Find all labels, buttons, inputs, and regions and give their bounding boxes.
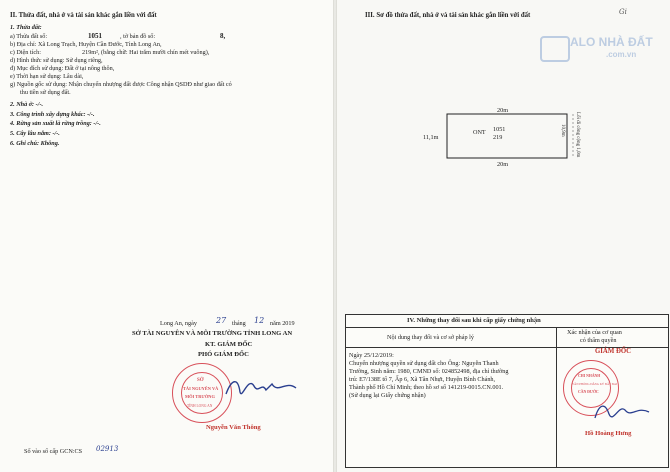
watermark-domain: .com.vn [606,50,637,59]
section-ii-heading: II. Thửa đất, nhà ở và tài sản khác gắn liền với đất [10,12,157,19]
note-item: 6. Ghi chú: Không. [10,140,60,147]
changes-col2-header-2: có thẩm quyền [580,337,617,344]
parcel-label: a) Thửa đất số: [10,33,48,40]
origin-line-1: g) Nguồn gốc sử dụng: Nhận chuyển nhượng đất được Công nhận QSDĐ như giao đất có [10,81,232,88]
confirm-title: GIÁM ĐỐC [595,348,632,355]
date-year: năm 2019 [270,320,295,327]
change-entry-line: Ngày 25/12/2019: [349,352,394,359]
date-day: 27 [216,316,227,325]
usage-term: e) Thời hạn sử dụng: Lâu dài, [10,73,84,80]
diagram-bottom-dimension: 20m [497,161,509,168]
area-label: c) Diện tích: [10,49,41,56]
branch-seal: CHI NHÁNH VĂN PHÒNG ĐĂNG KÝ ĐẤT ĐAI CẦN ĐƯỚC [563,360,619,416]
change-entry-line: (Sử dụng lại Giấy chứng nhận) [349,392,426,399]
date-month-label: tháng [232,320,246,327]
sheet-label: , tờ bản đồ số: [120,33,156,40]
change-entry-line: Thành phố Hồ Chí Minh; theo hồ sơ số 141219-0015.CN.001. [349,384,504,391]
address-line: b) Địa chỉ: Xã Long Trạch, Huyện Cần Đước, Tỉnh Long An, [10,41,162,48]
change-entry-line: Chuyển nhượng quyền sử dụng đất cho Ông: Nguyễn Thanh [349,360,499,367]
changes-col2-header-1: Xác nhận của cơ quan [567,329,622,336]
changes-col1-header: Nội dung thay đổi và cơ sở pháp lý [387,334,474,341]
diagram-right-dimension: 10,9m [560,124,565,137]
section-iii-heading: III. Sơ đồ thửa đất, nhà ở và tài sản khác gắn liền với đất [365,12,531,19]
usage-purpose: đ) Mục đích sử dụng: Đất ở tại nông thôn, [10,65,115,72]
parcel-number: 1051 [88,32,102,40]
usage-form: d) Hình thức sử dụng: Sử dụng riêng, [10,57,103,64]
area-value: 219m², (bằng chữ: Hai trăm mười chín mét vuông), [82,49,210,56]
perennial-item: 5. Cây lâu năm: -/-. [10,130,60,137]
date-month: 12 [254,316,265,325]
sheet-number: 8, [220,32,226,40]
right-signer-name: Hồ Hoàng Hưng [585,430,632,437]
director-signature [222,372,302,402]
land-heading: 1. Thửa đất: [10,24,42,31]
forest-item: 4. Rừng sản xuất là rừng trồng: -/-. [10,120,101,127]
issuing-agency: SỞ TÀI NGUYÊN VÀ MÔI TRƯỜNG TỈNH LONG AN [132,330,293,337]
certificate-number-label: Số vào sổ cấp GCN:CS [24,448,83,455]
house-item: 2. Nhà ở: -/-. [10,101,44,108]
date-place: Long An, ngày [160,320,197,327]
deputy-director: PHÓ GIÁM ĐỐC [198,351,249,358]
diagram-top-dimension: 20m [497,107,509,114]
diagram-parcel-area: 219 [493,134,503,141]
origin-line-2: thu tiền sử dụng đất. [20,89,71,96]
change-entry-line: Trường, Sinh năm: 1980, CMND số: 024852498, địa chỉ thường [349,368,509,375]
diagram-left-dimension: 11,1m [423,134,439,141]
corner-mark: Gi [619,8,627,16]
branch-signature [591,398,655,426]
certificate-left-page [0,0,333,472]
left-signer-name: Nguyễn Văn Thông [206,424,261,431]
changes-heading: IV. Những thay đổi sau khi cấp giấy chứng nhận [407,317,541,324]
watermark-house-icon [540,36,570,62]
watermark-brand: ALO NHÀ ĐẤT [570,35,653,49]
certificate-right-page [337,0,670,472]
diagram-parcel-number: 1051 [493,126,506,133]
diagram-land-code: ONT [473,129,486,136]
agency-seal: SỞ TÀI NGUYÊN VÀ MÔI TRƯỜNG TỈNH LONG AN [172,363,232,423]
change-entry-line: trú: E7/138E tổ 7, Ấp 6, Xã Tân Nhựt, Huyện Bình Chánh, [349,376,496,383]
certificate-number-value: 02913 [96,445,119,453]
diagram-road-label: Lối đi công cộng 1,0m [575,112,580,158]
construction-item: 3. Công trình xây dựng khác: -/-. [10,111,95,118]
kt-director: KT. GIÁM ĐỐC [205,341,253,348]
